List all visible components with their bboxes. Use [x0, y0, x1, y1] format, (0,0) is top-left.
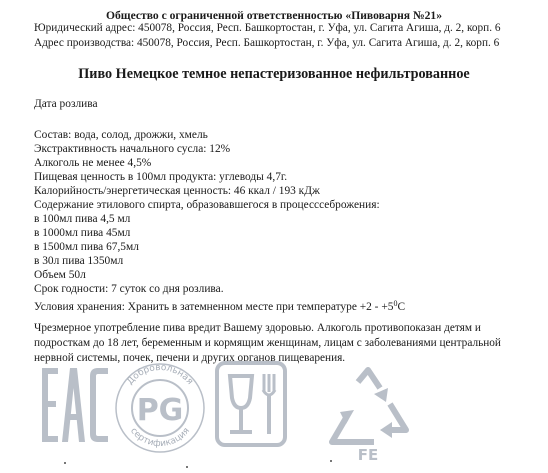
- food-contact-icon: [214, 360, 288, 448]
- ink-speck: [64, 462, 66, 464]
- extractivity: Экстрактивность начального сусла: 12%: [34, 143, 231, 155]
- alcohol-content: Алкоголь не менее 4,5%: [34, 157, 152, 169]
- ethanol-line: в 1000мл пива 45мл: [34, 227, 131, 239]
- production-address: Адрес производства: 450078, Россия, Респ. Башкортостан, г. Уфа, ул. Сагита Агиша, д. 2, корп. 6: [34, 37, 500, 49]
- ethanol-line: в 100мл пива 4,5 мл: [34, 213, 131, 225]
- ink-speck: [186, 466, 188, 468]
- storage-text: Условия хранения: Хранить в затемненном месте при температуре +2 - +5: [34, 301, 394, 313]
- energy-value: Калорийность/энергетическая ценность: 46 ккал / 193 кДж: [34, 185, 320, 197]
- shelf-life: Срок годности: 7 суток со дня розлива.: [34, 283, 224, 295]
- eac-logo: [40, 366, 110, 444]
- ink-speck: [330, 460, 332, 462]
- recycling-icon: [318, 364, 418, 464]
- svg-text:FE: FE: [357, 446, 379, 464]
- ethanol-header: Содержание этилового спирта, образовавшегося в процесссеброжения:: [34, 199, 380, 211]
- nutrition-value: Пищевая ценность в 100мл продукта: углеводы 4,7г.: [34, 171, 288, 183]
- ethanol-line: в 30л пива 1350мл: [34, 255, 124, 267]
- ethanol-line: в 1500мл пива 67,5мл: [34, 241, 139, 253]
- health-warning: Чрезмерное употребление пива вредит Вашему здоровью. Алкоголь противопоказан детям и подросткам до 18 лет, беременным и кормящим женщинам, лицам с заболеваниями центральной нервной системы, почек, печени и других органов пищеварения.: [34, 322, 501, 364]
- company-name: Общество с ограниченной ответственностью «Пивоварня №21»: [105, 9, 443, 22]
- degree-sign: 0: [393, 299, 398, 308]
- storage-conditions: [34, 297, 405, 314]
- temperature-unit: С: [397, 301, 406, 313]
- product-title: Пиво Немецкое темное непастеризованное нефильтрованное: [78, 66, 470, 82]
- svg-text:PG: PG: [136, 393, 184, 428]
- svg-text:сертификация: сертификация: [128, 426, 192, 450]
- bottling-date-label: Дата розлива: [34, 98, 98, 110]
- composition: Состав: вода, солод, дрожжи, хмель: [34, 129, 208, 141]
- legal-address: Юридический адрес: 450078, Россия, Респ. Башкортостан, г. Уфа, ул. Сагита Агиша, д. 2, корп. 6: [34, 22, 501, 34]
- svg-text:Добровольная: Добровольная: [125, 362, 195, 387]
- certification-logos: [0, 350, 548, 473]
- certification-seal-logo: [112, 352, 208, 458]
- volume: Объем 50л: [34, 269, 86, 281]
